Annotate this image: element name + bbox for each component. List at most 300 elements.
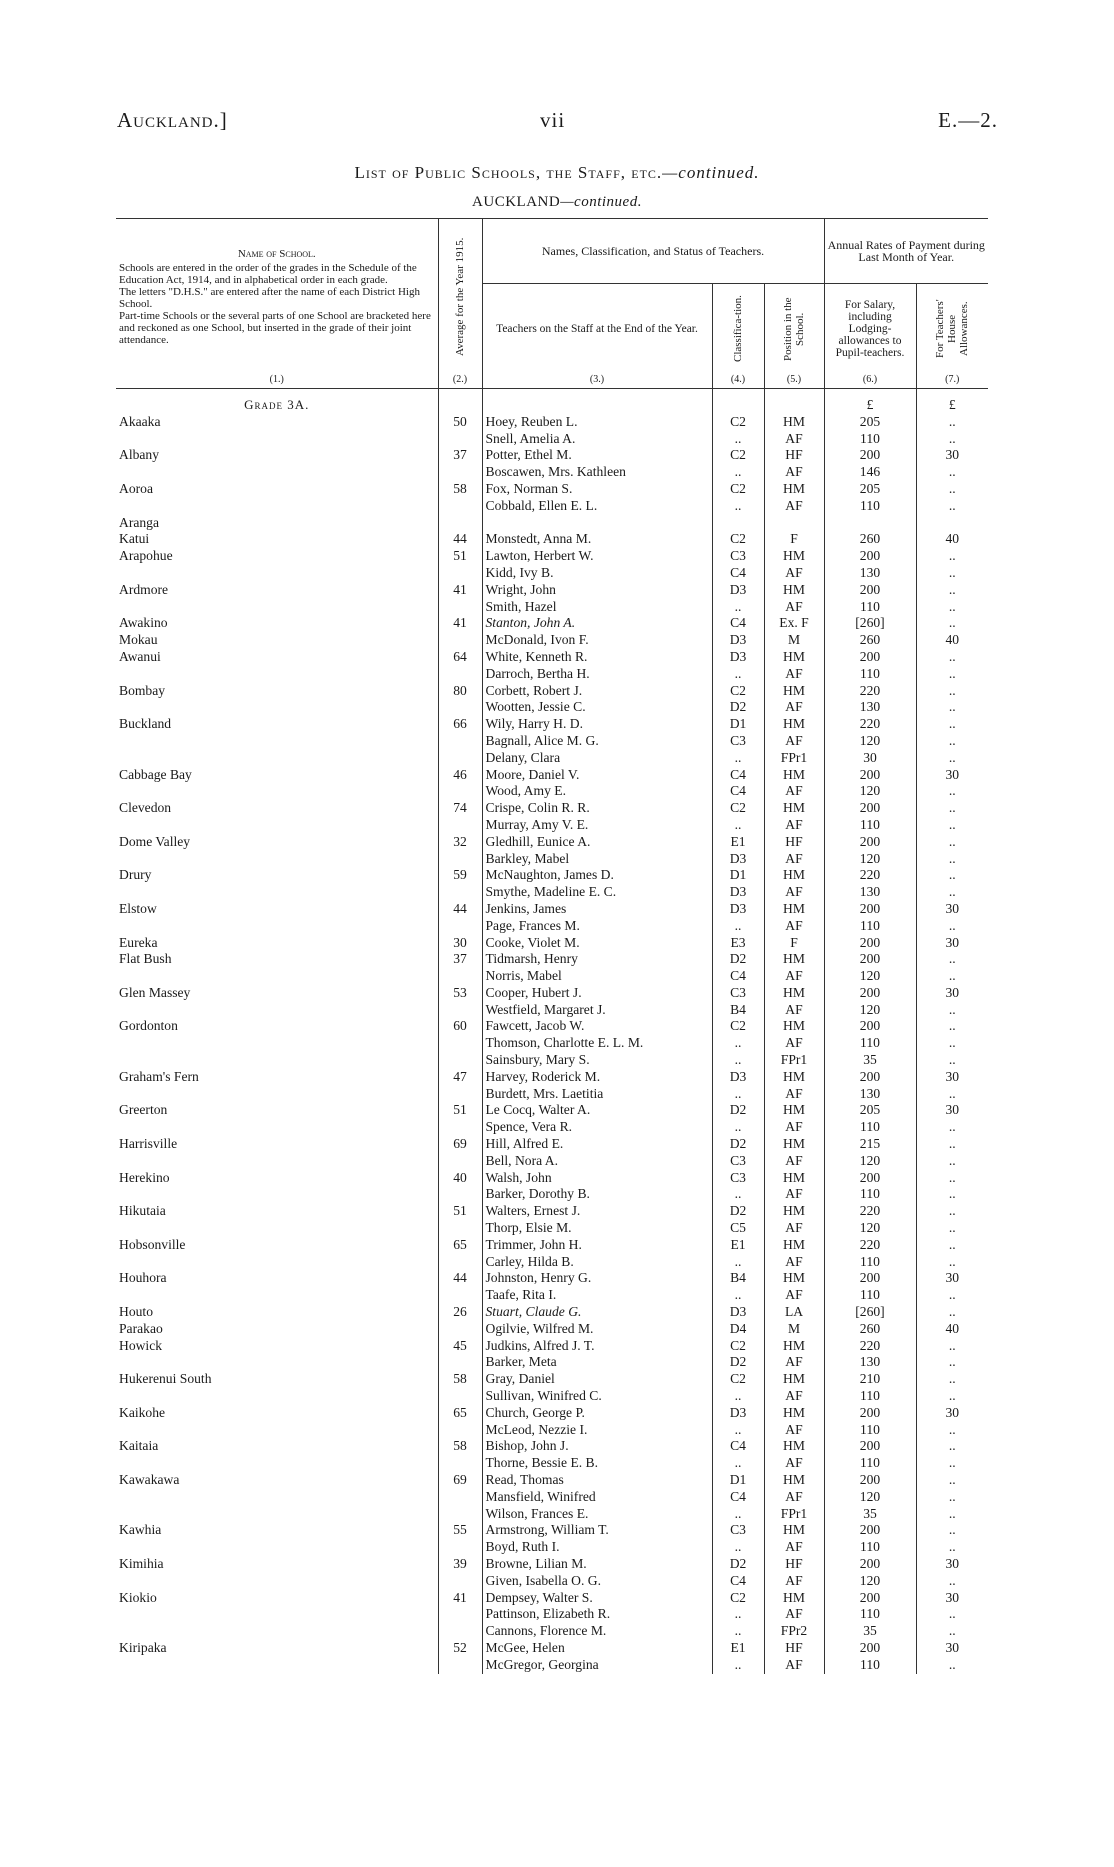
school-name [116, 750, 438, 767]
classification: D3 [712, 632, 764, 649]
table-row [116, 599, 988, 616]
average-attendance: 65 [438, 1405, 482, 1422]
classification: .. [712, 1287, 764, 1304]
position: HM [764, 414, 824, 431]
classification: E1 [712, 834, 764, 851]
salary-rate: 200 [824, 901, 916, 918]
school-name [116, 1422, 438, 1439]
classification: D2 [712, 1102, 764, 1119]
position: AF [764, 733, 824, 750]
school-name: Gordonton [119, 1018, 178, 1034]
school-name [116, 968, 438, 985]
house-allowance: .. [916, 800, 988, 817]
house-allowance: .. [916, 733, 988, 750]
position: HM [764, 1405, 824, 1422]
salary-rate: 120 [824, 1573, 916, 1590]
position: AF [764, 1119, 824, 1136]
salary-rate: 120 [824, 968, 916, 985]
average-attendance [438, 918, 482, 935]
salary-rate: 30 [824, 750, 916, 767]
position: AF [764, 565, 824, 582]
table-row [116, 1455, 988, 1472]
salary-rate: 35 [824, 1506, 916, 1523]
classification: C2 [712, 1338, 764, 1355]
average-attendance [438, 1052, 482, 1069]
house-allowance: .. [916, 1522, 988, 1539]
classification: C3 [712, 733, 764, 750]
house-allowance: .. [916, 1002, 988, 1019]
house-allowance: .. [916, 683, 988, 700]
average-attendance: 45 [438, 1338, 482, 1355]
classification: .. [712, 1119, 764, 1136]
position: AF [764, 1606, 824, 1623]
average-attendance [438, 733, 482, 750]
salary-rate: 260 [824, 531, 916, 548]
table-row [116, 1472, 988, 1489]
report-code: E.—2. [938, 108, 998, 132]
table-row [116, 1002, 988, 1019]
house-allowance: .. [916, 716, 988, 733]
teacher-name: Church, George P. [482, 1405, 712, 1422]
position: HF [764, 1640, 824, 1657]
school-name: Kiripaka [119, 1639, 167, 1655]
house-allowance: .. [916, 1203, 988, 1220]
position: AF [764, 699, 824, 716]
average-attendance [438, 1153, 482, 1170]
table-row [116, 1354, 988, 1371]
position: AF [764, 884, 824, 901]
table-row [116, 1321, 988, 1338]
position: HM [764, 1170, 824, 1187]
teacher-name: Given, Isabella O. G. [482, 1573, 712, 1590]
table-row [116, 1186, 988, 1203]
position: AF [764, 1035, 824, 1052]
classification: C3 [712, 1522, 764, 1539]
position: HM [764, 901, 824, 918]
classification: C2 [712, 800, 764, 817]
school-name: Kimihia [119, 1555, 164, 1571]
house-allowance: .. [916, 1388, 988, 1405]
teacher-name: Cannons, Florence M. [482, 1623, 712, 1640]
position: HM [764, 1203, 824, 1220]
table-row [116, 699, 988, 716]
table-row [116, 1237, 988, 1254]
teacher-name [482, 515, 712, 532]
salary-rate: 110 [824, 1287, 916, 1304]
school-name: Glen Massey [119, 984, 191, 1000]
salary-rate: 130 [824, 1086, 916, 1103]
average-attendance [438, 431, 482, 448]
position: AF [764, 464, 824, 481]
teacher-name: Page, Frances M. [482, 918, 712, 935]
teacher-name: Kidd, Ivy B. [482, 565, 712, 582]
school-name: Dome Valley [119, 833, 191, 849]
table-row [116, 1270, 988, 1287]
position: AF [764, 1657, 824, 1674]
school-name [116, 1489, 438, 1506]
district-continued: —continued. [560, 194, 642, 210]
table-row [116, 615, 988, 632]
classification: C4 [712, 783, 764, 800]
house-allowance: .. [916, 1170, 988, 1187]
table-row [116, 1287, 988, 1304]
school-name: Hukerenui South [119, 1371, 212, 1387]
salary-rate: 120 [824, 1489, 916, 1506]
salary-unit: £ [824, 389, 916, 414]
classification: C2 [712, 1371, 764, 1388]
table-row [116, 800, 988, 817]
name-heading: Name of School. [237, 247, 316, 260]
salary-rate: 220 [824, 716, 916, 733]
salary-rate: 120 [824, 851, 916, 868]
classification: E1 [712, 1640, 764, 1657]
classification [712, 515, 764, 532]
average-attendance [438, 1606, 482, 1623]
classification: D3 [712, 884, 764, 901]
classification: D2 [712, 1203, 764, 1220]
position: HM [764, 481, 824, 498]
table-row [116, 884, 988, 901]
col-name-of-school [116, 219, 438, 375]
average-attendance: 74 [438, 800, 482, 817]
teacher-name: Snell, Amelia A. [482, 431, 712, 448]
average-attendance [438, 1489, 482, 1506]
average-attendance: 37 [438, 447, 482, 464]
classification: C3 [712, 1153, 764, 1170]
house-allowance: .. [916, 1506, 988, 1523]
teacher-name: Cooke, Violet M. [482, 935, 712, 952]
position: AF [764, 1002, 824, 1019]
school-name: Flat Bush [119, 951, 172, 967]
position: F [764, 935, 824, 952]
average-attendance [438, 699, 482, 716]
house-allowance: 40 [916, 1321, 988, 1338]
house-allowance: .. [916, 1573, 988, 1590]
position: F [764, 531, 824, 548]
house-allowance: 30 [916, 1069, 988, 1086]
average-attendance: 40 [438, 1170, 482, 1187]
teacher-name: Ogilvie, Wilfred M. [482, 1321, 712, 1338]
average-attendance: 51 [438, 1203, 482, 1220]
classification: D3 [712, 649, 764, 666]
classification: C4 [712, 1573, 764, 1590]
salary-rate: 110 [824, 817, 916, 834]
average-attendance: 26 [438, 1304, 482, 1321]
average-attendance: 44 [438, 1270, 482, 1287]
average-attendance: 41 [438, 615, 482, 632]
table-row [116, 447, 988, 464]
house-allowance: .. [916, 867, 988, 884]
school-name: Ardmore [119, 581, 169, 597]
house-allowance: .. [916, 481, 988, 498]
average-attendance [438, 1287, 482, 1304]
position: AF [764, 1539, 824, 1556]
school-name: Aoroa [119, 480, 153, 496]
classification: C5 [712, 1220, 764, 1237]
house-allowance: .. [916, 1623, 988, 1640]
salary-rate: 130 [824, 565, 916, 582]
school-name [116, 1606, 438, 1623]
house-allowance: .. [916, 1153, 988, 1170]
teacher-name: Spence, Vera R. [482, 1119, 712, 1136]
salary-rate: 200 [824, 1270, 916, 1287]
average-attendance [438, 1422, 482, 1439]
house-allowance: 30 [916, 901, 988, 918]
school-name: Awakino [119, 615, 168, 631]
table-row [116, 867, 988, 884]
teacher-name: Cooper, Hubert J. [482, 985, 712, 1002]
average-attendance [438, 1254, 482, 1271]
table-row [116, 1170, 988, 1187]
classification: C2 [712, 481, 764, 498]
average-attendance [438, 1086, 482, 1103]
school-name [116, 699, 438, 716]
table-row [116, 1018, 988, 1035]
classification: .. [712, 1506, 764, 1523]
classification: B4 [712, 1002, 764, 1019]
school-name: Bombay [119, 682, 166, 698]
average-attendance: 58 [438, 481, 482, 498]
position: HM [764, 1522, 824, 1539]
salary-rate [824, 515, 916, 532]
classification: .. [712, 1455, 764, 1472]
position: HM [764, 1237, 824, 1254]
classification: .. [712, 464, 764, 481]
table-row [116, 1035, 988, 1052]
school-name: Houhora [119, 1270, 167, 1286]
teacher-name: Crispe, Colin R. R. [482, 800, 712, 817]
house-allowance: .. [916, 918, 988, 935]
teacher-name: McDonald, Ivon F. [482, 632, 712, 649]
house-allowance: 30 [916, 1102, 988, 1119]
average-attendance [438, 1002, 482, 1019]
salary-rate: 220 [824, 1203, 916, 1220]
classification: B4 [712, 1270, 764, 1287]
school-name [116, 498, 438, 515]
position: AF [764, 968, 824, 985]
house-allowance: .. [916, 599, 988, 616]
classification: D3 [712, 582, 764, 599]
classification: .. [712, 431, 764, 448]
classification: C2 [712, 414, 764, 431]
salary-rate: 110 [824, 1606, 916, 1623]
position: AF [764, 1220, 824, 1237]
school-name: Kaikohe [119, 1404, 166, 1420]
table-row [116, 565, 988, 582]
salary-rate: 110 [824, 1388, 916, 1405]
teacher-name: Stuart, Claude G. [482, 1304, 712, 1321]
table-row [116, 582, 988, 599]
classification: D3 [712, 1304, 764, 1321]
house-allowance: .. [916, 649, 988, 666]
school-name [116, 1623, 438, 1640]
table-row [116, 1438, 988, 1455]
average-attendance [438, 515, 482, 532]
running-header-left: Auckland.] [117, 108, 228, 132]
school-name [116, 733, 438, 750]
table-row [116, 1338, 988, 1355]
salary-rate: 200 [824, 985, 916, 1002]
salary-rate: 200 [824, 1069, 916, 1086]
position: HM [764, 1018, 824, 1035]
school-name [116, 1119, 438, 1136]
page-title-main: List of Public Schools, the Staff, etc. [354, 163, 663, 182]
school-name [116, 464, 438, 481]
teacher-name: Tidmarsh, Henry [482, 951, 712, 968]
salary-rate: 205 [824, 414, 916, 431]
average-attendance: 64 [438, 649, 482, 666]
teacher-name: Jenkins, James [482, 901, 712, 918]
house-allowance: .. [916, 1472, 988, 1489]
col-salary: For Salary, including Lodging-allowances to Pupil-teachers. [824, 284, 916, 375]
house-allowance: .. [916, 1287, 988, 1304]
position: HM [764, 1338, 824, 1355]
teacher-name: Read, Thomas [482, 1472, 712, 1489]
average-attendance [438, 1220, 482, 1237]
teacher-name: Thomson, Charlotte E. L. M. [482, 1035, 712, 1052]
col-number: (4.) [712, 374, 764, 389]
table-row [116, 750, 988, 767]
house-allowance: 30 [916, 985, 988, 1002]
position: HM [764, 683, 824, 700]
house-allowance: .. [916, 1455, 988, 1472]
payment-group-heading: Annual Rates of Payment during Last Month of Year. [824, 219, 988, 284]
average-attendance [438, 1573, 482, 1590]
salary-rate: 110 [824, 918, 916, 935]
col-number: (3.) [482, 374, 712, 389]
position: HM [764, 767, 824, 784]
col-number: (5.) [764, 374, 824, 389]
school-name [116, 1220, 438, 1237]
salary-rate: 215 [824, 1136, 916, 1153]
house-allowance: 30 [916, 935, 988, 952]
table-row [116, 498, 988, 515]
average-attendance [438, 1119, 482, 1136]
table-row [116, 1489, 988, 1506]
district-subtitle [0, 194, 1114, 211]
table-row [116, 951, 988, 968]
teacher-name: Fawcett, Jacob W. [482, 1018, 712, 1035]
average-attendance [438, 968, 482, 985]
position: HM [764, 716, 824, 733]
average-attendance [438, 1354, 482, 1371]
position: AF [764, 1489, 824, 1506]
school-name: Hikutaia [119, 1203, 166, 1219]
position: HM [764, 582, 824, 599]
salary-rate: 200 [824, 1405, 916, 1422]
classification-heading: Classifica-tion. [732, 295, 744, 363]
position: AF [764, 666, 824, 683]
table-row [116, 1052, 988, 1069]
school-name: Parakao [119, 1320, 163, 1336]
average-attendance: 39 [438, 1556, 482, 1573]
average-attendance: 53 [438, 985, 482, 1002]
table-row [116, 1405, 988, 1422]
name-note-3: Part-time Schools or the several parts of one School are bracketed here and reckoned as one School, but inserted in the grade of their joint attendance. [119, 309, 431, 346]
school-name: Clevedon [119, 800, 172, 816]
school-name [116, 1657, 438, 1674]
table-row [116, 1657, 988, 1674]
position: HF [764, 447, 824, 464]
salary-rate: 200 [824, 800, 916, 817]
house-allowance: .. [916, 750, 988, 767]
table-row [116, 1069, 988, 1086]
name-note-1: Schools are entered in the order of the grades in the Schedule of the Education Act, 1914, and in alphabetical order in each grade. [119, 261, 417, 286]
classification: D3 [712, 901, 764, 918]
teacher-name: Harvey, Roderick M. [482, 1069, 712, 1086]
salary-rate: 260 [824, 1321, 916, 1338]
house-allowance: .. [916, 565, 988, 582]
average-attendance: 69 [438, 1136, 482, 1153]
position: HM [764, 1136, 824, 1153]
classification: E1 [712, 1237, 764, 1254]
col-teachers: Teachers on the Staff at the End of the Year. [482, 284, 712, 375]
table-row [116, 817, 988, 834]
teacher-name: Norris, Mabel [482, 968, 712, 985]
salary-rate: 35 [824, 1623, 916, 1640]
table-body [116, 389, 988, 1674]
position: AF [764, 1254, 824, 1271]
house-allowance: 40 [916, 632, 988, 649]
teacher-name: McGregor, Georgina [482, 1657, 712, 1674]
average-attendance: 66 [438, 716, 482, 733]
teacher-name: McGee, Helen [482, 1640, 712, 1657]
house-allowance: .. [916, 834, 988, 851]
house-allowance: 30 [916, 1590, 988, 1607]
average-attendance: 32 [438, 834, 482, 851]
table-row [116, 1522, 988, 1539]
classification: .. [712, 1623, 764, 1640]
teacher-name: McLeod, Nezzie I. [482, 1422, 712, 1439]
position: HM [764, 867, 824, 884]
average-heading: Average for the Year 1915. [454, 237, 466, 356]
teacher-name: Wilson, Frances E. [482, 1506, 712, 1523]
school-name: Drury [119, 867, 152, 883]
table-row [116, 1102, 988, 1119]
position: HM [764, 1472, 824, 1489]
teacher-name: Burdett, Mrs. Laetitia [482, 1086, 712, 1103]
teacher-name: Murray, Amy V. E. [482, 817, 712, 834]
table-row [116, 548, 988, 565]
school-name: Houto [119, 1304, 153, 1320]
classification: .. [712, 817, 764, 834]
classification: C4 [712, 615, 764, 632]
position: M [764, 632, 824, 649]
house-allowance: .. [916, 1136, 988, 1153]
average-attendance: 41 [438, 1590, 482, 1607]
house-allowance: .. [916, 1254, 988, 1271]
house-allowance: .. [916, 1052, 988, 1069]
schools-staff-table [116, 218, 988, 1674]
school-name [116, 1539, 438, 1556]
teacher-name: Boscawen, Mrs. Kathleen [482, 464, 712, 481]
house-allowance: .. [916, 884, 988, 901]
teacher-name: Barker, Dorothy B. [482, 1186, 712, 1203]
position: AF [764, 1455, 824, 1472]
table-row [116, 968, 988, 985]
classification: .. [712, 599, 764, 616]
classification: D4 [712, 1321, 764, 1338]
house-allowance: .. [916, 968, 988, 985]
school-name [116, 1086, 438, 1103]
teacher-name: Boyd, Ruth I. [482, 1539, 712, 1556]
average-attendance: 55 [438, 1522, 482, 1539]
col-house [916, 284, 988, 375]
classification: .. [712, 1254, 764, 1271]
page-title [0, 163, 1114, 183]
salary-rate: 200 [824, 548, 916, 565]
classification: .. [712, 1086, 764, 1103]
